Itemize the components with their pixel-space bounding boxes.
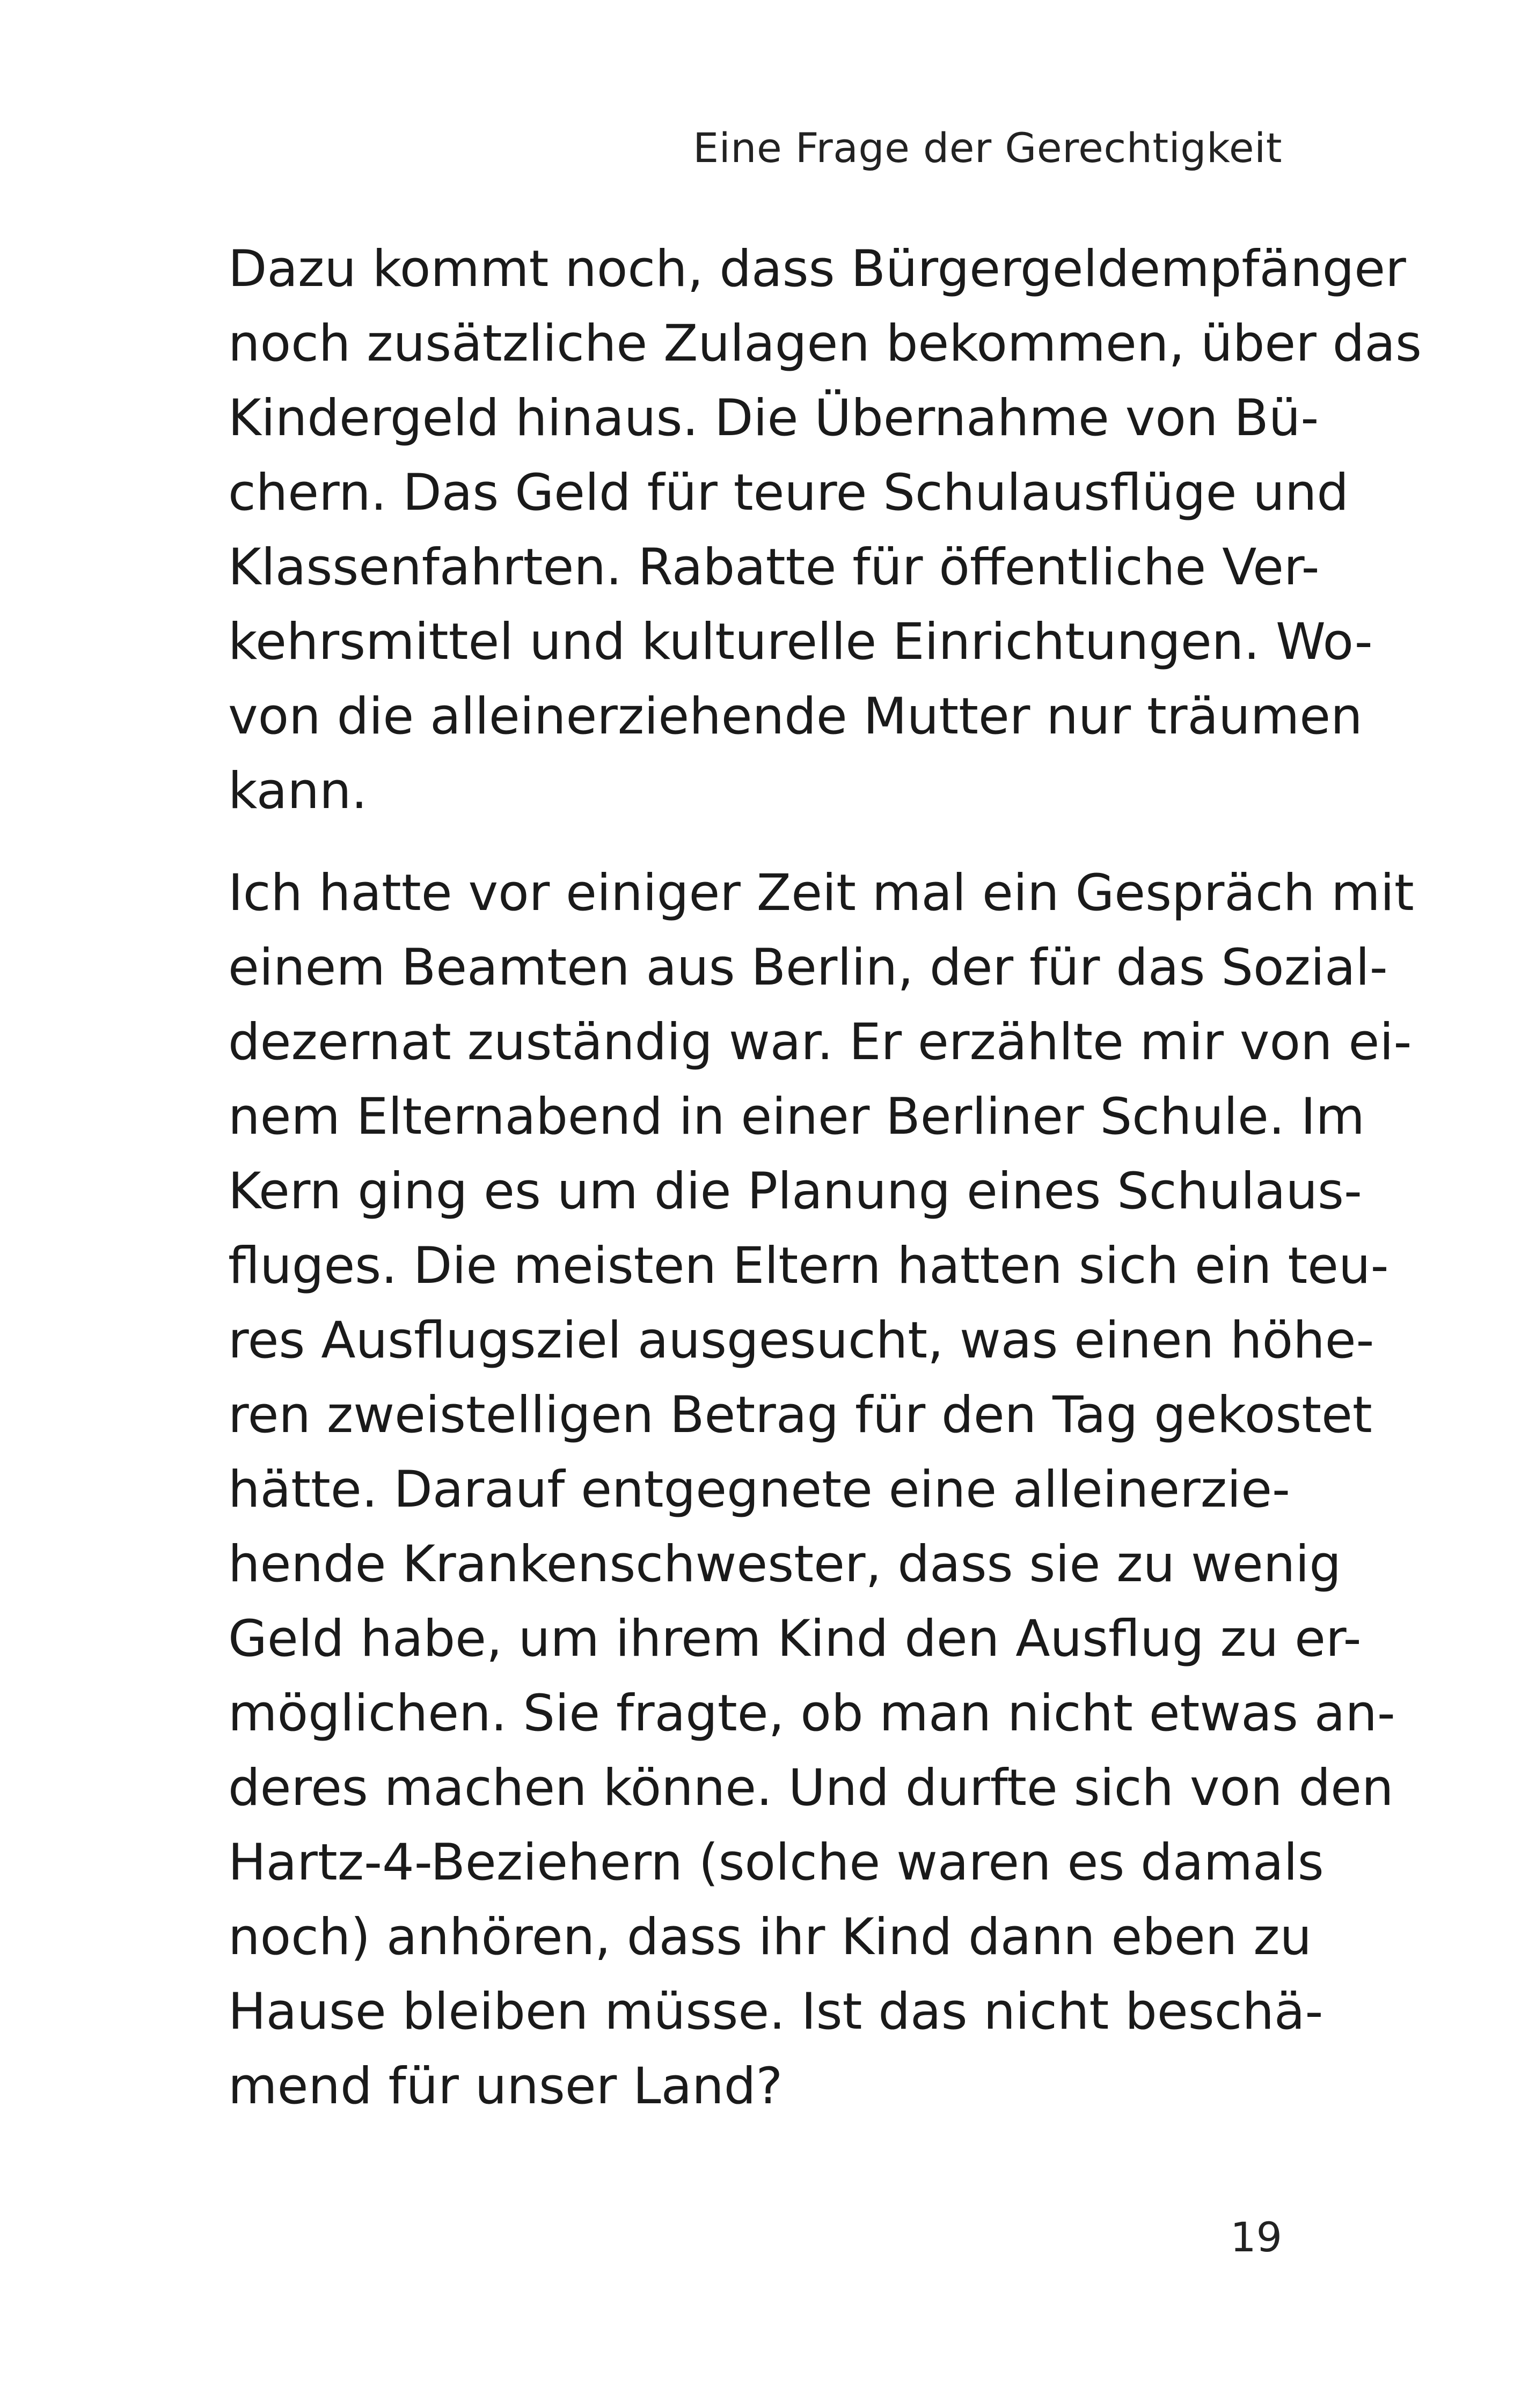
text-line: Hartz-4-Beziehern (solche waren es damals <box>228 1833 1324 1892</box>
text-line: res Ausflugsziel ausgesucht, was einen höhe- <box>228 1311 1374 1370</box>
text-line: hende Krankenschwester, dass sie zu wenig <box>228 1535 1342 1594</box>
text-line: hätte. Darauf entgegnete eine alleinerzie- <box>228 1460 1290 1519</box>
page-number: 19 <box>1230 2213 1282 2261</box>
text-line: noch zusätzliche Zulagen bekommen, über das <box>228 314 1422 373</box>
text-line: kann. <box>228 762 368 820</box>
text-line: Hause bleiben müsse. Ist das nicht beschä- <box>228 1983 1323 2041</box>
text-line: Dazu kommt noch, dass Bürgergeldempfänger <box>228 240 1406 298</box>
text-line: fluges. Die meisten Eltern hatten sich ein teu- <box>228 1237 1389 1295</box>
paragraph-1 <box>228 232 1422 828</box>
text-line: deres machen könne. Und durfte sich von den <box>228 1759 1394 1817</box>
text-line: noch) anhören, dass ihr Kind dann eben zu <box>228 1908 1312 1966</box>
running-header: Eine Frage der Gerechtigkeit <box>693 124 1282 172</box>
text-line: möglichen. Sie fragte, ob man nicht etwas an- <box>228 1684 1395 1743</box>
text-line: Klassenfahrten. Rabatte für öffentliche Ver- <box>228 538 1320 597</box>
text-line: Kindergeld hinaus. Die Übernahme von Bü- <box>228 389 1319 447</box>
text-line: kehrsmittel und kulturelle Einrichtungen. Wo- <box>228 613 1373 671</box>
text-line: nem Elternabend in einer Berliner Schule. Im <box>228 1088 1365 1146</box>
text-line: von die alleinerziehende Mutter nur träumen <box>228 687 1363 746</box>
paragraph-2 <box>228 856 1414 2124</box>
text-line: Geld habe, um ihrem Kind den Ausflug zu er- <box>228 1610 1362 1668</box>
text-line: einem Beamten aus Berlin, der für das Sozial- <box>228 938 1388 997</box>
text-line: ren zweistelligen Betrag für den Tag gekostet <box>228 1386 1372 1444</box>
text-line: Kern ging es um die Planung eines Schulaus- <box>228 1162 1362 1221</box>
text-line: chern. Das Geld für teure Schulausflüge und <box>228 464 1349 522</box>
text-line: dezernat zuständig war. Er erzählte mir von ei- <box>228 1013 1412 1071</box>
text-line: Ich hatte vor einiger Zeit mal ein Gespräch mit <box>228 864 1414 922</box>
text-line: mend für unser Land? <box>228 2057 783 2116</box>
